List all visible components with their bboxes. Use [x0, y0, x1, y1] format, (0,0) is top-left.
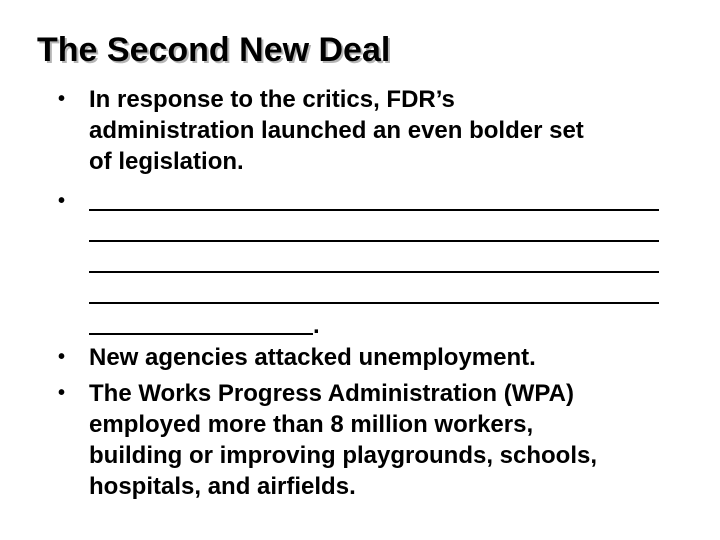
bullet-item-wpa: [0, 378, 675, 502]
blank-end-period: .: [313, 312, 320, 339]
fill-in-blank-short-line: [89, 310, 313, 341]
bullet-marker: •: [58, 346, 66, 368]
bullet-text-line: In response to the critics, FDR’s: [89, 86, 455, 113]
bullet-text-line: The Works Progress Administration (WPA): [89, 380, 574, 407]
fill-in-blank-line: [89, 217, 659, 248]
slide-title: The Second New Deal: [37, 31, 391, 69]
bullet-marker: •: [58, 382, 66, 404]
bullet-item-critics-response: [0, 84, 675, 177]
bullet-text-line: New agencies attacked unemployment.: [89, 344, 536, 371]
bullet-text-line: building or improving playgrounds, schools,: [89, 442, 598, 469]
bullet-marker: •: [58, 190, 66, 212]
bullet-text-line: of legislation.: [89, 148, 244, 175]
fill-in-blank-line: [89, 279, 659, 310]
bullet-marker: •: [58, 88, 66, 110]
bullet-list: [0, 84, 720, 502]
fill-in-blank-last-line: [89, 310, 675, 341]
bullet-item-fill-in-blank: [0, 186, 675, 341]
bullet-text-line: hospitals, and airfields.: [89, 473, 356, 500]
bullet-text-line: administration launched an even bolder set: [89, 117, 584, 144]
bullet-text-line: employed more than 8 million workers,: [89, 411, 534, 438]
bullet-item-new-agencies: [0, 342, 675, 373]
fill-in-blank-line: [89, 186, 659, 217]
fill-in-blank-line: [89, 248, 659, 279]
